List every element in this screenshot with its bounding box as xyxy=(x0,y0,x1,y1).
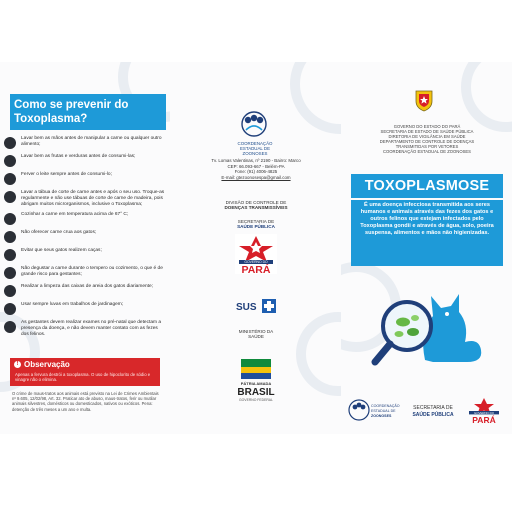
secretaria-line-1: SECRETARIA DE xyxy=(237,219,275,224)
no-cat-food-icon xyxy=(4,231,16,243)
contact-panel xyxy=(170,62,341,434)
ministerio-line-1: MINISTÉRIO DA xyxy=(238,329,274,334)
contact-address xyxy=(210,158,302,180)
prevention-tip xyxy=(4,172,166,185)
para-word: PARÁ xyxy=(241,264,271,274)
prevention-tip xyxy=(4,136,166,149)
prevention-tip xyxy=(4,154,166,167)
address-street: Tv. Lomas Valentinas, nº 2190 - Bairro: Marco xyxy=(211,158,301,163)
sus-word: SUS xyxy=(236,302,257,313)
footer-governo-text: GOVERNO DO xyxy=(474,410,494,415)
footer-logos xyxy=(347,398,507,424)
government-header xyxy=(353,124,501,154)
footer-coord-line-1: COORDENAÇÃO xyxy=(371,404,400,408)
coord-line-1: COORDENAÇÃO xyxy=(237,141,273,146)
prevention-panel xyxy=(0,62,170,434)
sus-logo xyxy=(234,297,278,315)
pregnant-icon xyxy=(4,267,16,279)
litter-box-icon xyxy=(4,285,16,297)
ministerio-line-2: SAÚDE xyxy=(248,334,264,340)
gov-line-4: DEPARTAMENTO DE CONTROLE DE DOENÇAS xyxy=(379,139,475,144)
prevention-tip-text: Cozinhar a carne em temperatura acima de 67° C; xyxy=(21,212,129,218)
prevention-tip xyxy=(4,248,166,261)
footer-governo-para-logo xyxy=(463,398,505,424)
footer-zoonoses-logo xyxy=(347,398,401,424)
brasil-text: BRASIL xyxy=(237,387,275,398)
observation-heading xyxy=(14,360,70,369)
prevention-title-line-2: Toxoplasma? xyxy=(14,113,88,125)
address-email[interactable]: E-mail: gtezoonosespa@gmail.com xyxy=(221,174,291,180)
cat-magnifier-illustration xyxy=(355,272,499,372)
gov-line-5: TRANSMITIDAS POR VETORES xyxy=(395,144,459,149)
secretaria-label xyxy=(204,219,308,230)
footer-coord-line-3: ZOONOSES xyxy=(371,414,392,418)
prevention-tip xyxy=(4,212,166,225)
glove-icon xyxy=(4,303,16,315)
prevention-tip xyxy=(4,190,166,207)
hand-wash-icon xyxy=(4,137,16,149)
prevention-tip xyxy=(4,302,166,315)
prevention-tip-text: Evitar que seus gatos realizem caças; xyxy=(21,248,102,254)
gov-line-6: COORDENAÇÃO ESTADUAL DE ZOONOSES xyxy=(383,149,471,154)
prevention-tip xyxy=(4,320,166,337)
secretaria-line-2: SAÚDE PÚBLICA xyxy=(237,224,275,230)
para-coat-of-arms xyxy=(413,88,435,112)
prevention-tip-text: Ferver o leite sempre antes de consumi-lo; xyxy=(21,172,112,177)
disease-description-box xyxy=(351,200,503,266)
footer-secretaria-line-1: SECRETARIA DE xyxy=(413,405,453,411)
prevention-tip-text: Realizar a limpeza das caixas de areia dos gatos diariamente; xyxy=(21,284,153,290)
prevention-tip-text: Lavar bem as frutas e verduras antes de consumi-las; xyxy=(21,154,136,159)
cat-hunt-icon xyxy=(4,249,16,261)
thermometer-icon xyxy=(4,213,16,225)
address-cep: CEP: 66.093-667 - Belém-PA xyxy=(227,163,285,169)
division-line-2: DOENÇAS TRANSMISSÍVEIS xyxy=(224,205,288,211)
zoonoses-logo xyxy=(238,110,270,140)
toxoplasmose-title: TOXOPLASMOSE xyxy=(351,174,503,198)
gov-line-3: DIRETORIA DE VIGILÂNCIA EM SAÚDE xyxy=(388,134,466,139)
coord-line-3: ZOONOSES xyxy=(242,151,268,156)
prevention-tip xyxy=(4,284,166,297)
vegetables-icon xyxy=(4,155,16,167)
footer-coord-line-2: ESTADUAL DE xyxy=(371,409,396,413)
background-swirl xyxy=(290,62,341,134)
prevention-tip-text: Não oferecer carne crua aos gatos; xyxy=(21,230,97,236)
governo-do-text: GOVERNO DO xyxy=(244,260,268,265)
address-phone: Fone: (91) 4006-4825 xyxy=(234,169,278,175)
ministerio-label xyxy=(204,329,308,340)
background-swirl xyxy=(461,62,512,132)
footer-para-word: PARÁ xyxy=(472,415,496,424)
alert-icon: ! xyxy=(14,361,21,368)
gov-line-1: GOVERNO DO ESTADO DO PARÁ xyxy=(393,124,461,129)
prevention-tip-text: Lavar bem as mãos antes de manipular a carne ou qualquer outro alimento; xyxy=(21,136,162,147)
disease-description: É uma doença infecciosa transmitida aos seres humanos e animais através das fezes dos gatos e outros felinos que estejam infectados pelo Toxoplasma gondii e através de água, solo, poeira suspensa, alimentos e mãos não higienizadas. xyxy=(360,202,494,236)
observation-box xyxy=(10,358,160,386)
governo-federal-text: GOVERNO FEDERAL xyxy=(239,398,273,402)
prevention-tip xyxy=(4,266,166,279)
governo-para-logo xyxy=(235,234,277,274)
prevention-title-box xyxy=(10,94,166,130)
brochure-sheet xyxy=(0,62,512,434)
cover-panel xyxy=(341,62,512,434)
prevention-tip-text: Não degustar a carne durante o tempero ou cozimento, o que é de grande risco para gestantes; xyxy=(21,266,163,278)
observation-text: Apenas a fervura destrói a toxoplasma. O uso de hipoclorito de sódio e vinagre não o elimina. xyxy=(15,372,151,383)
zoonoses-logo-label xyxy=(214,141,296,156)
prevention-tip-text: Lavar a tábua de corte de carne antes e após o seu uso. Troque-as regularmente e não use tábuas de corte de carne de madeira, pois abrigam muitos microrganismos, inclusive o Toxoplasma; xyxy=(21,190,165,207)
footer-secretaria-line-2: SAÚDE PÚBLICA xyxy=(412,412,454,418)
patria-amada-text: PÁTRIA AMADA xyxy=(240,381,272,386)
coord-line-2: ESTADUAL DE xyxy=(239,146,270,151)
prenatal-icon xyxy=(4,321,16,333)
prevention-tips-list xyxy=(4,136,166,343)
prevention-tip xyxy=(4,230,166,243)
observation-title: Observação xyxy=(24,360,70,369)
division-line-1: DIVISÃO DE CONTROLE DE xyxy=(225,200,287,205)
prevention-tip-text: Usar sempre luvas em trabalhos de jardinagem; xyxy=(21,302,124,308)
animal-cruelty-note: O crime de maus-tratos aos animais está previsto na Lei de Crimes Ambientais nº 9.605, 12/02/98, Art. 32. Praticar ato de abuso, maus-tratos, ferir ou mutilar animais silvestres, domésticos ou domesticados, nativos ou exóticos. Pena: detenção de três meses a um ano e multa. xyxy=(12,391,159,412)
governo-federal-logo xyxy=(233,359,279,403)
footer-secretaria-label xyxy=(407,402,459,420)
background-swirl xyxy=(296,312,341,396)
prevention-title-line-1: Como se prevenir do xyxy=(14,99,129,111)
cutting-board-icon xyxy=(4,191,16,203)
prevention-tip-text: As gestantes devem realizar exames no pré-natal que detectam a presença da doença, e não devem manter contato com as fezes dos felinos. xyxy=(21,320,161,337)
division-label xyxy=(204,200,308,211)
milk-icon xyxy=(4,173,16,185)
gov-line-2: SECRETARIA DE ESTADO DE SAÚDE PÚBLICA xyxy=(380,129,474,134)
